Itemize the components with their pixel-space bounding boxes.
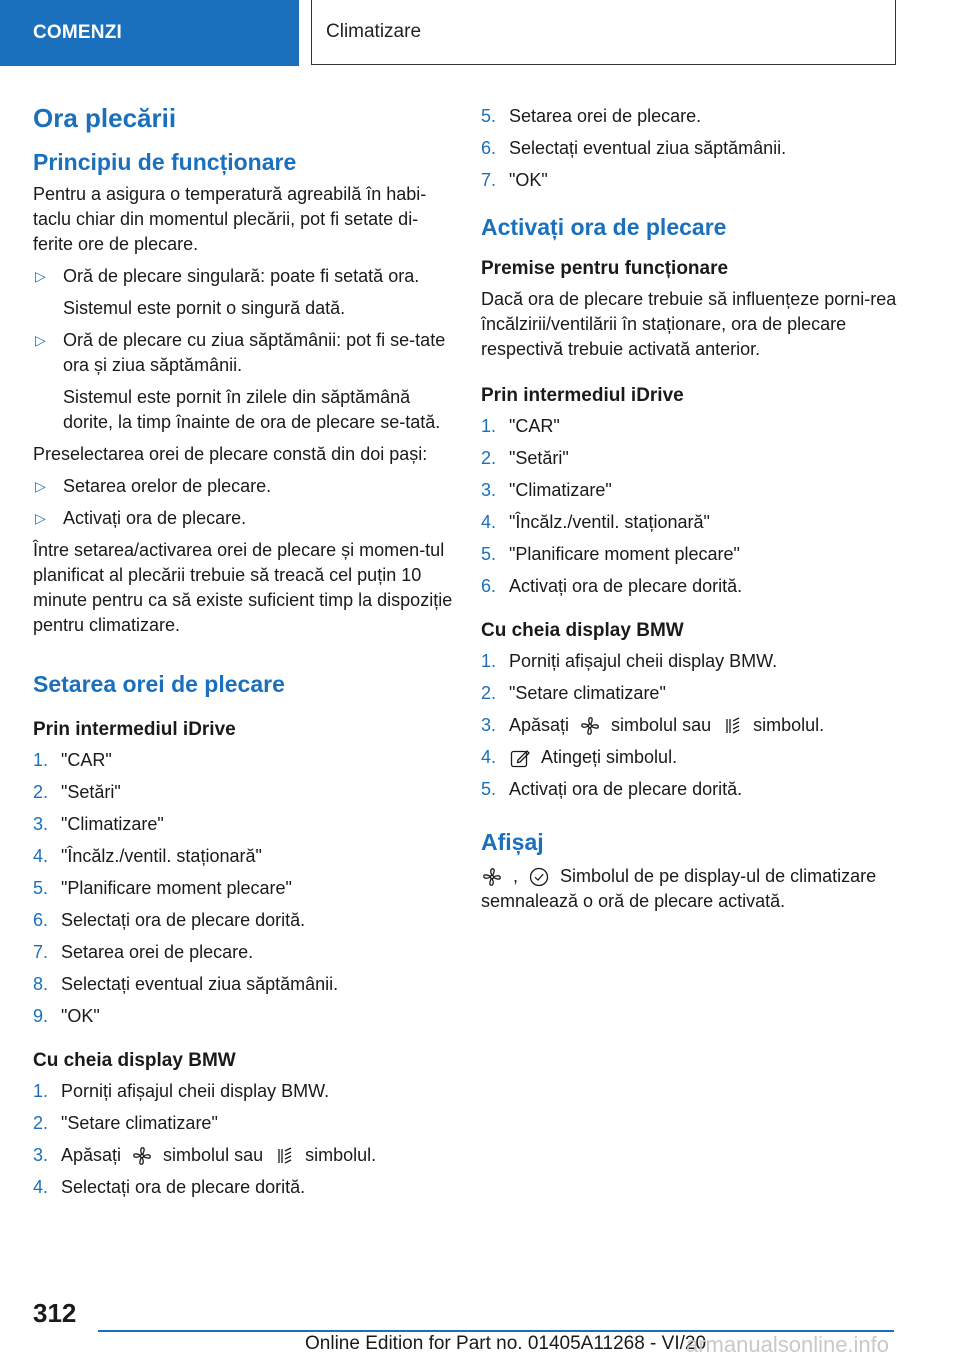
list-item — [481, 136, 901, 161]
step-text: "OK" — [509, 170, 548, 190]
list-item — [481, 414, 901, 439]
watermark: armanualsonline.info — [686, 1332, 890, 1357]
list-item: 1. Porniți afișajul cheii display BMW. — [481, 651, 778, 671]
continued-step-list — [481, 104, 901, 193]
activate-heading: Activați ora de plecare — [481, 214, 727, 240]
check-circle-icon — [528, 866, 550, 888]
step-text: Selectați eventual ziua săptămânii. — [61, 974, 339, 994]
step-text: "OK" — [61, 1006, 100, 1026]
list-item — [481, 574, 901, 599]
bullet-text: Oră de plecare singulară: poate fi setată ora. — [63, 266, 420, 286]
step-text: "Încălz./ventil. staționară" — [509, 512, 710, 532]
list-item: 3. Apăsați simbolul sau simbolul. — [481, 713, 901, 738]
step-number: 7. — [481, 170, 497, 190]
list-item — [33, 1004, 453, 1029]
step-number: 2. — [33, 782, 49, 802]
step-text: Activați ora de plecare dorită. — [509, 576, 743, 596]
list-item: 4. Selectați ora de plecare dorită. — [33, 1177, 306, 1197]
list-item — [33, 908, 453, 933]
principle-heading: Principiu de funcționare — [33, 149, 297, 175]
list-item — [481, 542, 901, 567]
list-item: 1. Porniți afișajul cheii display BMW. — [33, 1081, 330, 1101]
fan-icon — [481, 866, 503, 888]
step-number: 2. — [481, 448, 497, 468]
step-number: 9. — [33, 1006, 49, 1026]
page-number: 312 — [33, 1298, 77, 1328]
list-item — [33, 780, 453, 805]
bullet-subtext: Sistemul este pornit o singură dată. — [63, 298, 346, 318]
right-column — [481, 104, 901, 914]
step-number: 3. — [33, 814, 49, 834]
list-item — [481, 168, 901, 193]
step-text: "Planificare moment plecare" — [509, 544, 740, 564]
list-item — [481, 104, 901, 129]
step-number: 8. — [33, 974, 49, 994]
step-number: 5. — [481, 544, 497, 564]
step-number: 5. — [481, 106, 497, 126]
fan-icon — [131, 1145, 153, 1167]
set-time-heading: Setarea orei de plecare — [33, 671, 285, 697]
key-step-list — [481, 649, 901, 802]
step-number: 4. — [33, 846, 49, 866]
key-heading: Cu cheia display BMW — [33, 1050, 236, 1071]
preselection-text: Preselectarea orei de plecare constă din doi pași: — [33, 444, 428, 464]
step-number: 5. — [33, 878, 49, 898]
step-number: 1. — [33, 750, 49, 770]
list-item — [33, 940, 453, 965]
bullet-item — [33, 328, 453, 435]
idrive-step-list — [481, 414, 901, 599]
list-item — [33, 844, 453, 869]
list-item — [481, 446, 901, 471]
step-text: Setarea orei de plecare. — [61, 942, 254, 962]
key-step-list — [33, 1079, 453, 1200]
step-text: "Climatizare" — [61, 814, 164, 834]
step-text: Selectați ora de plecare dorită. — [61, 910, 306, 930]
bullet-subtext: Sistemul este pornit în zilele din săptămână dorite, la timp înainte de ora de plecare se-tată. — [63, 387, 441, 432]
step-text: Selectați eventual ziua săptămânii. — [509, 138, 787, 158]
bullet-item — [33, 506, 453, 531]
idrive-heading: Prin intermediul iDrive — [33, 719, 236, 740]
list-item — [481, 510, 901, 535]
triangle-right-icon: ▷ — [35, 510, 46, 526]
list-item: 2. "Setare climatizare" — [33, 1113, 218, 1133]
timing-note: Între setarea/activarea orei de plecare și momen-tul planificat al plecării trebuie să treacă cel puțin 10 minute pentru ca să existe suficient timp la dispoziție pentru climatizare. — [33, 540, 453, 635]
step-text: "CAR" — [61, 750, 112, 770]
step-number: 4. — [481, 512, 497, 532]
step-text: "Planificare moment plecare" — [61, 878, 292, 898]
bullet-item — [33, 264, 453, 321]
step-number: 6. — [33, 910, 49, 930]
fan-icon — [579, 715, 601, 737]
principle-intro: Pentru a asigura o temperatură agreabilă în habi-taclu chiar din momentul plecării, pot fi setate di-ferite ore de plecare. — [33, 184, 427, 254]
list-item — [33, 876, 453, 901]
bullet-text: Oră de plecare cu ziua săptămânii: pot fi se-tate ora și ziua săptămânii. — [63, 330, 446, 375]
list-item — [481, 478, 901, 503]
ventilation-icon — [721, 715, 743, 737]
step-number: 3. — [481, 480, 497, 500]
page-title: Ora plecării — [33, 103, 177, 133]
list-item — [33, 972, 453, 997]
display-heading: Afișaj — [481, 829, 544, 855]
section-title: COMENZI — [33, 22, 123, 43]
edition-text: Online Edition for Part no. 01405A11268 - VI/20 — [305, 1333, 707, 1354]
list-item: 4. Atingeți simbolul. — [481, 745, 901, 770]
bullet-text: Setarea orelor de plecare. — [63, 476, 272, 496]
triangle-right-icon: ▷ — [35, 478, 46, 494]
left-column — [33, 100, 453, 1207]
idrive-step-list — [33, 748, 453, 1029]
step-number: 6. — [481, 138, 497, 158]
triangle-right-icon: ▷ — [35, 332, 46, 348]
step-text: "Încălz./ventil. staționară" — [61, 846, 262, 866]
section-tab — [0, 0, 299, 66]
step-number: 1. — [481, 416, 497, 436]
bullet-item — [33, 474, 453, 499]
step-number: 6. — [481, 576, 497, 596]
ventilation-icon — [273, 1145, 295, 1167]
display-text: , Simbolul de pe display-ul de climatizare semnalează o oră de plecare activată. — [481, 866, 877, 911]
step-text: "Setări" — [61, 782, 121, 802]
chapter-header — [311, 0, 896, 65]
idrive-heading: Prin intermediul iDrive — [481, 385, 684, 406]
step-number: 7. — [33, 942, 49, 962]
step-text: Setarea orei de plecare. — [509, 106, 702, 126]
chapter-title: Climatizare — [326, 21, 422, 42]
step-text: "Climatizare" — [509, 480, 612, 500]
bullet-text: Activați ora de plecare. — [63, 508, 247, 528]
list-item — [33, 812, 453, 837]
key-heading: Cu cheia display BMW — [481, 620, 684, 641]
edit-icon — [509, 747, 531, 769]
prereq-heading: Premise pentru funcționare — [481, 258, 729, 279]
list-item: 3. Apăsați simbolul sau simbolul. — [33, 1143, 453, 1168]
list-item: 5. Activați ora de plecare dorită. — [481, 779, 743, 799]
list-item — [33, 748, 453, 773]
triangle-right-icon: ▷ — [35, 268, 46, 284]
step-text: "CAR" — [509, 416, 560, 436]
prereq-text: Dacă ora de plecare trebuie să influențeze porni-rea încălzirii/ventilării în staționare, ora de plecare respectivă trebuie activată anterior. — [481, 289, 897, 359]
list-item: 2. "Setare climatizare" — [481, 683, 666, 703]
step-text: "Setări" — [509, 448, 569, 468]
